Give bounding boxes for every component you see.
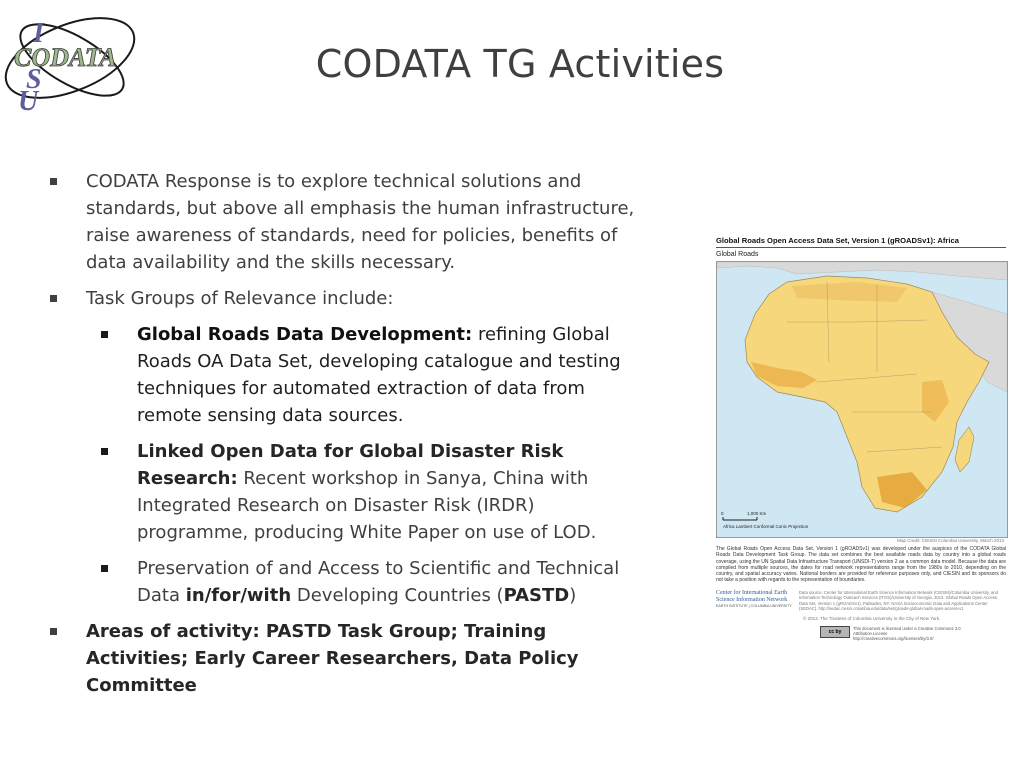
europe-landmass bbox=[717, 262, 1007, 280]
sub-bullet-linked-open-data bbox=[46, 438, 646, 546]
bullet-strong-text: in/for/with bbox=[185, 585, 292, 606]
square-bullet-icon bbox=[101, 565, 108, 572]
bullet-text: refining Global Roads OA Data Set, developing catalogue and testing techniques for automated extraction of data from remote sensing data sources. bbox=[137, 324, 621, 426]
figure-divider bbox=[716, 247, 1006, 248]
bullet-list bbox=[46, 168, 646, 708]
map-credit: Map Credit: CIESIN Columbia University, March 2013 bbox=[897, 538, 1004, 543]
square-bullet-icon bbox=[101, 448, 108, 455]
logo-letter-i: I bbox=[33, 18, 44, 49]
data-citation: Data source: Center for International Earth Science Information Network (CIESIN)/Columbia University, and Information Technology Outreach Services (ITOS)/University of Georgia. 2013. Global Roads Open Access Data Set, Version 1 (gROADSv1). Palisades, NY: NASA Socioeconomic Data and Applications Center (SEDAC). http://sedac.ciesin.columbia.edu/data/set/groads-global-roads-open-access-v1 bbox=[799, 590, 998, 612]
bullet-text: Preservation of and Access to Scientific and Technical Data bbox=[137, 558, 620, 606]
logo-letter-u: U bbox=[18, 86, 39, 117]
ciesin-logo-text bbox=[716, 590, 794, 608]
ciesin-subtitle: EARTH INSTITUTE | COLUMBIA UNIVERSITY bbox=[716, 604, 792, 608]
bullet-strong-text: PASTD bbox=[503, 585, 570, 606]
cc-badge-text: cc by bbox=[828, 629, 842, 635]
bullet-areas-of-activity bbox=[46, 618, 646, 699]
bullet-text: Recent workshop in Sanya, China with Integrated Research on Disaster Risk (IRDR) programme, producing White Paper on use of LOD. bbox=[137, 468, 597, 543]
bullet-text: CODATA Response is to explore technical solutions and standards, but above all emphasis the human infrastructure, raise awareness of standards, need for policies, benefits of data availability and the skills necessary. bbox=[86, 171, 635, 273]
sub-bullet-pastd bbox=[46, 555, 646, 609]
figure-description: The Global Roads Open Access Data Set, Version 1 (gROADSv1) was developed under the auspices of the CODATA Global Roads Data Development Task Group. The data set combines the best available roads data by country into a global roads coverage, using the UN Spatial Data Infrastructure Transport (UNSDI-T) version 2 as a common data model. Because the data are compiled from multiple sources, the dates for road network representations range from the 1980s to 2010, depending on the country, and spatial accuracy varies. National borders are provided for reference purposes only, and CIESIN and its sponsors do not take a position with regards to the representation of boundaries. bbox=[716, 546, 1006, 584]
bullet-strong-text: Linked Open Data for Global Disaster Risk Research: bbox=[137, 441, 564, 489]
creative-commons-badge-icon bbox=[820, 626, 850, 638]
projection-label: Africa Lambert Conformal Conic Projection bbox=[723, 524, 809, 529]
logo-letter-s: S bbox=[26, 64, 42, 95]
bullet-text: ) bbox=[569, 585, 577, 606]
square-bullet-icon bbox=[50, 178, 57, 185]
madagascar-landmass bbox=[955, 427, 974, 472]
sub-bullet-global-roads bbox=[46, 321, 646, 429]
bullet-codata-response bbox=[46, 168, 646, 276]
square-bullet-icon bbox=[50, 628, 57, 635]
slide-title: CODATA TG Activities bbox=[315, 42, 725, 86]
scale-label: 1,000 Km bbox=[747, 511, 767, 516]
groads-map-figure bbox=[713, 234, 1007, 641]
isu-codata-logo bbox=[0, 0, 160, 125]
square-bullet-icon bbox=[101, 331, 108, 338]
license-text: This document is licensed under a Creative Commons 3.0 Attribution License http://creativecommons.org/licenses/by/3.0/ bbox=[853, 626, 961, 641]
bullet-strong-text: Global Roads Data Development: bbox=[137, 324, 473, 345]
bullet-strong-text: Areas of activity: PASTD Task Group; Training Activities; Early Career Researchers, Data Policy Committee bbox=[86, 621, 579, 696]
copyright-text: © 2013. The Trustees of Columbia University in the City of New York. bbox=[803, 616, 941, 621]
scale-zero: 0 bbox=[721, 511, 724, 516]
logo-wordmark: CODATA bbox=[14, 43, 117, 72]
figure-title: Global Roads Open Access Data Set, Version 1 (gROADSv1): Africa bbox=[716, 236, 959, 245]
ciesin-name: Center for International Earth Science Information Network bbox=[716, 590, 788, 603]
figure-subtitle: Global Roads bbox=[716, 251, 759, 258]
bullet-task-groups bbox=[46, 285, 646, 312]
africa-map-svg bbox=[717, 262, 1007, 537]
bullet-text: Developing Countries ( bbox=[291, 585, 504, 606]
africa-map bbox=[716, 261, 1008, 538]
square-bullet-icon bbox=[50, 295, 57, 302]
bullet-text: Task Groups of Relevance include: bbox=[86, 288, 394, 309]
